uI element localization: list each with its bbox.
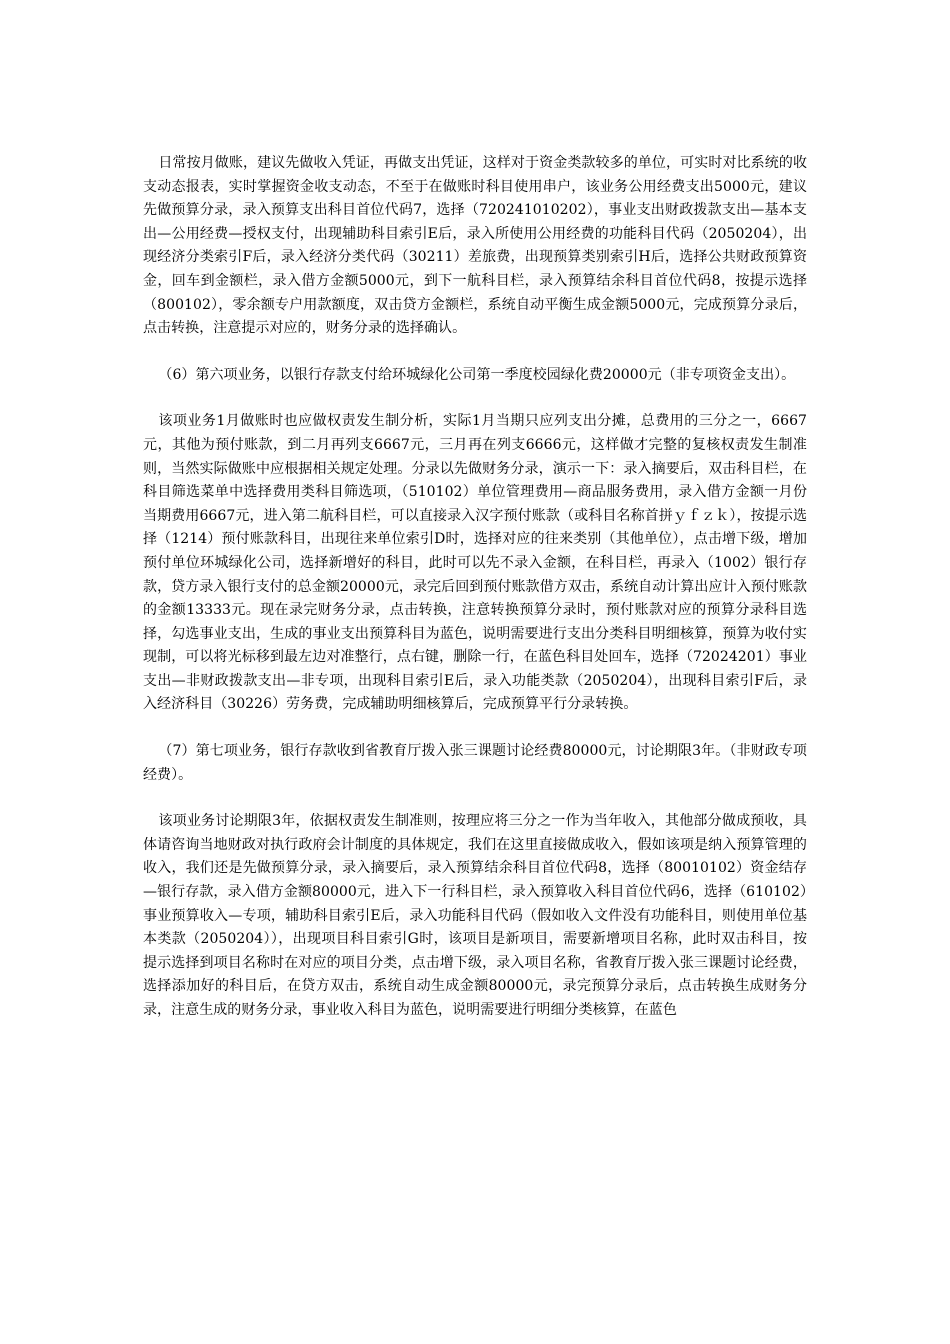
paragraph-item-7-explanation: 该项业务讨论期限3年，依据权责发生制准则，按理应将三分之一作为当年收入，其他部分做成预收，具体请咨询当地财政对执行政府会计制度的具体规定，我们在这里直接做成收入，假如该项是纳入预算管理的收入，我们还是先做预算分录，录入摘要后，录入预算结余科目首位代码8，选择（80010102）资金结存—银行存款，录入借方金额80000元，进入下一行科目栏，录入预算收入科目首位代码6，选择（610102）事业预算收入—专项，辅助科目索引E后，录入功能科目代码（假如收入文件没有功能科目，则使用单位基本类款（2050204）），出现项目科目索引G时，该项目是新项目，需要新增项目名称，此时双击科目，按提示选择到项目名称时在对应的项目分类，点击增下级，录入项目名称，省教育厅拨入张三课题讨论经费，选择添加好的科目后，在贷方双击，系统自动生成金额80000元，录完预算分录后，点击转换生成财务分录，注意生成的财务分录，事业收入科目为蓝色，说明需要进行明细分类核算，在蓝色 <box>143 813 807 1018</box>
document-body <box>143 152 807 1023</box>
paragraph-item-6-heading: （6）第六项业务，以银行存款支付给环城绿化公司第一季度校园绿化费20000元（非专项资金支出）。 <box>158 366 796 383</box>
paragraph-item-6-explanation: 该项业务1月做账时也应做权责发生制分析，实际1月当期只应列支出分摊，总费用的三分之一，6667元，其他为预付账款，到二月再列支6667元，三月再在列支6666元，这样做才完整的复核权责发生制准则，当然实际做账中应根据相关规定处理。分录以先做财务分录，演示一下：录入摘要后，双击科目栏，在科目筛选菜单中选择费用类科目筛选项，（510102）单位管理费用—商品服务费用，录入借方金额一月份当期费用6667元，进入第二航科目栏，可以直接录入汉字预付账款（或科目名称首拼ｙｆｚｋ），按提示选择（1214）预付账款科目，出现往来单位索引D时，选择对应的往来类别（其他单位），点击增下级，增加预付单位环城绿化公司，选择新增好的科目，此时可以先不录入金额，在科目栏，再录入（1002）银行存款，贷方录入银行支付的总金额20000元，录完后回到预付账款借方双击，系统自动计算出应计入预付账款的金额13333元。现在录完财务分录，点击转换，注意转换预算分录时，预付账款对应的预算分录科目选择，勾选事业支出，生成的事业支出预算科目为蓝色，说明需要进行支出分类科目明细核算，预算为收付实现制，可以将光标移到最左边对准整行，点右键，删除一行，在蓝色科目处回车，选择（72024201）事业支出—非财政拨款支出—非专项，出现科目索引E后，录入功能类款（2050204），出现科目索引F后，录入经济科目（30226）劳务费，完成辅助明细核算后，完成预算平行分录转换。 <box>143 413 807 713</box>
paragraph-item-7-heading: （7）第七项业务，银行存款收到省教育厅拨入张三课题讨论经费80000元，讨论期限3年。（非财政专项经费）。 <box>143 743 807 783</box>
paragraph-daily-bookkeeping: 日常按月做账，建议先做收入凭证，再做支出凭证，这样对于资金类款较多的单位，可实时对比系统的收支动态报表，实时掌握资金收支动态，不至于在做账时科目使用串户，该业务公用经费支出5000元，建议先做预算分录，录入预算支出科目首位代码7，选择（720241010202），事业支出财政拨款支出—基本支出—公用经费—授权支付，出现辅助科目索引E后，录入所使用公用经费的功能科目代码（2050204），出现经济分类索引F后，录入经济分类代码（30211）差旅费，出现预算类别索引H后，选择公共财政预算资金，回车到金额栏，录入借方金额5000元，到下一航科目栏，录入预算结余科目首位代码8，按提示选择（800102），零余额专户用款额度，双击贷方金额栏，系统自动平衡生成金额5000元，完成预算分录后，点击转换，注意提示对应的，财务分录的选择确认。 <box>143 155 807 337</box>
